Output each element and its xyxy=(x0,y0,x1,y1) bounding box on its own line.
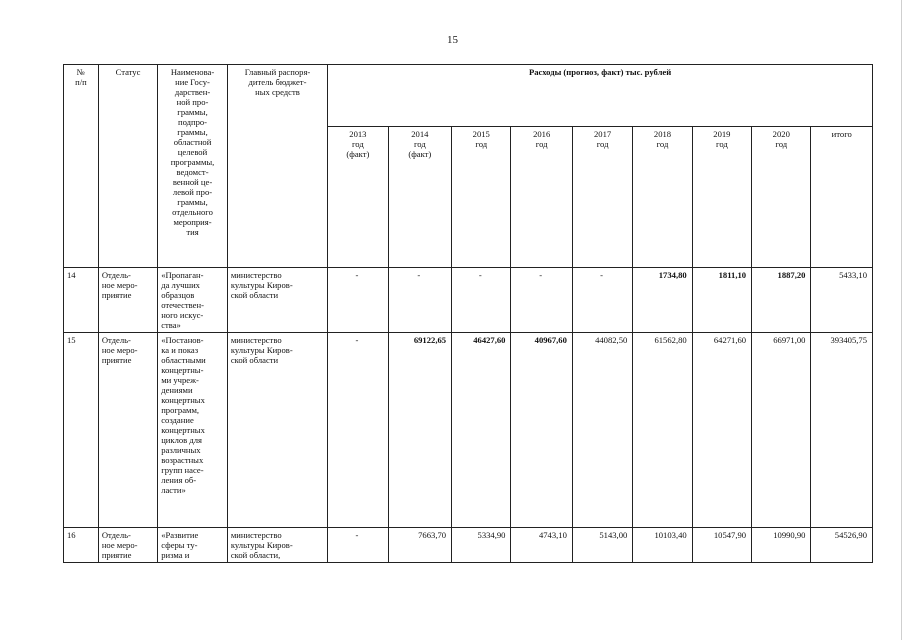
header-status: Статус xyxy=(98,65,157,268)
header-number: № п/п xyxy=(64,65,99,268)
row-number: 14 xyxy=(64,268,99,333)
value-2019: 10547,90 xyxy=(692,528,751,563)
value-2017: 44082,50 xyxy=(572,333,632,528)
value-2020: 66971,00 xyxy=(752,333,811,528)
value-2015: 5334,90 xyxy=(452,528,511,563)
value-2018: 10103,40 xyxy=(633,528,692,563)
row-status: Отдель- ное меро- приятие xyxy=(98,268,157,333)
expenses-table xyxy=(63,64,873,563)
value-2014: 69122,65 xyxy=(388,333,451,528)
header-year-2018: 2018 год xyxy=(633,127,692,268)
value-2018: 1734,80 xyxy=(633,268,692,333)
row-name: «Постанов- ка и показ областными концертны- ми учреж- дениями концертных программ, создание концертных циклов для различных возрастных групп насе- ления об- ласти» xyxy=(158,333,228,528)
header-name: Наименова- ние Госу- дарствен- ной про- граммы, подпро- граммы, областной целевой программы, ведомст- венной це- левой про- граммы, отдельного мероприя- тия xyxy=(158,65,228,268)
value-2015: - xyxy=(452,268,511,333)
table-row xyxy=(64,528,873,563)
row-manager: министерство культуры Киров- ской области xyxy=(227,333,327,528)
page-edge-line xyxy=(901,0,902,640)
value-2016: 40967,60 xyxy=(511,333,572,528)
value-2014: - xyxy=(388,268,451,333)
value-2019: 1811,10 xyxy=(692,268,751,333)
value-total: 54526,90 xyxy=(811,528,873,563)
value-2014: 7663,70 xyxy=(388,528,451,563)
table-row xyxy=(64,333,873,528)
value-2013: - xyxy=(328,333,388,528)
header-total: итого xyxy=(811,127,873,268)
table-header-row xyxy=(64,65,873,127)
header-manager: Главный распоря- дитель бюджет- ных средств xyxy=(227,65,327,268)
value-2013: - xyxy=(328,528,388,563)
value-2016: - xyxy=(511,268,572,333)
value-2013: - xyxy=(328,268,388,333)
value-2018: 61562,80 xyxy=(633,333,692,528)
header-expenses: Расходы (прогноз, факт) тыс. рублей xyxy=(328,65,873,127)
header-year-2015: 2015 год xyxy=(452,127,511,268)
row-name: «Развитие сферы ту- ризма и xyxy=(158,528,228,563)
table-row xyxy=(64,268,873,333)
header-year-2014: 2014 год (факт) xyxy=(388,127,451,268)
value-2015: 46427,60 xyxy=(452,333,511,528)
value-2019: 64271,60 xyxy=(692,333,751,528)
value-2017: 5143,00 xyxy=(572,528,632,563)
header-year-2020: 2020 год xyxy=(752,127,811,268)
value-2020: 1887,20 xyxy=(752,268,811,333)
value-2020: 10990,90 xyxy=(752,528,811,563)
page-number: 15 xyxy=(447,34,458,46)
value-2017: - xyxy=(572,268,632,333)
header-year-2019: 2019 год xyxy=(692,127,751,268)
value-2016: 4743,10 xyxy=(511,528,572,563)
row-manager: министерство культуры Киров- ской области xyxy=(227,268,327,333)
row-name: «Пропаган- да лучших образцов отечествен- ного искус- ства» xyxy=(158,268,228,333)
value-total: 393405,75 xyxy=(811,333,873,528)
row-status: Отдель- ное меро- приятие xyxy=(98,333,157,528)
row-number: 15 xyxy=(64,333,99,528)
row-status: Отдель- ное меро- приятие xyxy=(98,528,157,563)
header-year-2017: 2017 год xyxy=(572,127,632,268)
row-manager: министерство культуры Киров- ской области, xyxy=(227,528,327,563)
row-number: 16 xyxy=(64,528,99,563)
header-year-2013: 2013 год (факт) xyxy=(328,127,388,268)
value-total: 5433,10 xyxy=(811,268,873,333)
header-year-2016: 2016 год xyxy=(511,127,572,268)
